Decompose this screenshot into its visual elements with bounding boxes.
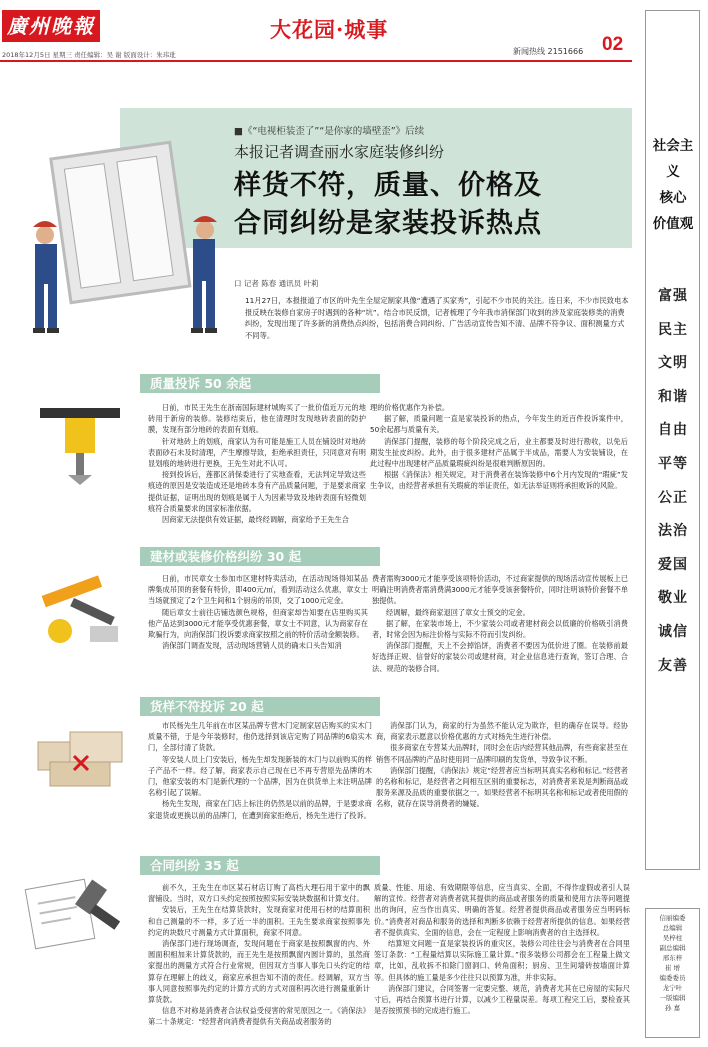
paragraph: 杨先生发现，商家在门店上标注的仍然是以前的品牌，于是要求商家退货或更换以前的品牌门，在遭到商家拒绝后，杨先生进行了投诉。 (148, 799, 372, 820)
jackhammer-illustration (30, 400, 130, 485)
value-item: 民主 (658, 321, 688, 338)
section-header-mismatch: 货样不符投诉 20 起 (140, 697, 380, 716)
value-item: 富强 (658, 288, 688, 304)
lead-paragraph: 11月27日，本报报道了市区的叶先生全屋定制家具像“遭遇了买家秀”，引起不少市民的关注。连日来，不少市民致电本报反映在装修自家房子时遇到的各种“坑”。结合市民反馈，记者梳理了今年我市消保部门收到的涉及家庭装修类的消费纠纷，发现出现了许多新的消费热点纠纷，包括消费合同纠纷、广告活动宣传告知不清、品牌不符争议、面积测量方式不同等。 (245, 296, 629, 340)
value-item: 和谐 (658, 388, 688, 405)
credit-line: 副总编辑 (659, 944, 686, 952)
section-header-contract: 合同纠纷 35 起 (140, 856, 380, 875)
value-item: 法治 (658, 523, 688, 540)
credit-line: 信丽编委 (659, 914, 686, 922)
subheadline: 本报记者调查丽水家庭装修纠纷 (234, 143, 445, 161)
value-item: 文明 (658, 355, 688, 372)
credit-line: 总编辑 (662, 924, 683, 932)
paragraph: 根据《消保法》相关规定，对于消费者在装饰装修中6个月内发现的“瑕疵”发生争议，由经营者承担有关瑕疵的举证责任，如无法举证则将承担败诉的风险。 (370, 470, 628, 491)
credit-line: 龙宁叶 (662, 984, 683, 992)
paragraph: 消保部门提醒，装修的每个阶段完成之后，业主都要及时进行勘收，以免后期发生扯皮纠纷。此外，由于很多建材产品属于半成品，需要人为安装铺设，在此过程中出现建材产品质量瑕疵纠纷是很难判断原因的。 (370, 436, 628, 469)
issue-meta: 2018年12月5日 星期三 责任编辑：吴 谢 版面设计：朱玮玭 (2, 51, 176, 59)
paragraph: 日前，市民章女士参加市区建材特卖活动，在活动现场得知某品牌集成吊顶的套餐有特价，即400元/㎡，看到活动这么优惠，章女士当场就预定了2个卫生间和1个厨房的吊顶，交了1000元定金。 (148, 574, 368, 606)
core-values-list (655, 285, 691, 688)
paragraph: 针对地砖上的划痕，商家认为有可能是施工人员在铺设时对地砖表面砂石未及时清理，产生摩擦导致，拒绝承担责任，只同意对有明显划痕的地砖进行更换，王先生对此不认可。 (148, 436, 366, 469)
workers-illustration (0, 130, 230, 350)
news-hotline: 新闻热线 2151666 (513, 47, 584, 56)
value-item: 诚信 (658, 623, 688, 640)
header-rule (0, 60, 632, 62)
paragraph: 等安装人员上门安装后，杨先生却发现新装的木门与以前购买的样子产品不一样。经了解，商家表示自己现在已不再专营原先品牌的木门，他家安装的木门是新代理的一个品牌，因为在供货单上未注明品牌名称引起了误解。 (148, 754, 372, 798)
paragraph: 经调解，最终商家退回了章女士预交的定金。 (386, 607, 530, 617)
paragraph: 消保部门认为，商家的行为虽然不能认定为欺诈，但的确存在误导。经协商，商家表示愿意以价格优惠的方式对杨先生进行补偿。 (376, 721, 628, 742)
paragraph: 前不久，王先生在市区某石材店订购了高档大理石用于家中的飘窗铺设。当时，双方口头约定按照按照实际安装块数据和计算支付。 (148, 883, 370, 904)
paragraph: 质量、性能、用途、有效期限等信息，应当真实、全面，不得作虚假或者引人误解的宣传。经营者对消费者就其提供的商品或者服务的质量和使用方法等问题提出的询问，应当作出真实、明确的答复。经营者提供商品或者服务应当明码标价。”消费者对商品和服务的选择和判断多依赖于经营者所提供的信息。如果经营者不提供真实、全面的信息，会在一定程度上影响消费者的自主选择权。 (374, 883, 630, 937)
core-values-title (652, 133, 694, 237)
section-3-left-column (148, 720, 372, 821)
credit-line: 孙 嘉 (664, 1004, 681, 1012)
title-line: 社会主义 (652, 138, 694, 180)
value-item: 爱国 (658, 556, 688, 573)
title-line: 价值观 (652, 216, 694, 232)
section-header-price: 建材或装修价格纠纷 30 起 (140, 547, 380, 566)
section-title: 大花园·城事 (270, 17, 389, 42)
paragraph: 据了解，质量问题一直是家装投诉的热点，今年发生的近百件投诉案件中，50余起都与质量有关。 (370, 414, 628, 435)
tools-illustration (30, 566, 130, 651)
paragraph: 消保部门进行现场调查，发现问题在于商家是按照飘窗的内、外圆面积相加来计算货款的，而王先生是按照飘窗内圆计算的，虽然商家提出的测量方式符合行业常规，但因双方当事人事先口头约定的结算存在理解上的歧义，商家应承担告知不清的责任。经调解，双方当事人同意按照事先约定的计算方式的方式对面积再次进行测量重新计算货款。 (148, 939, 370, 1005)
paragraph: 消保部门提醒，天上不会掉馅饼，消费者不要因为低价进了圈。在装修前最好选择正规、信誉好的家装公司或建材商，对企业信息进行查询，签订合理、合法、规范的装修合同。 (372, 641, 628, 673)
headline-line-2: 合同纠纷是家装投诉热点 (234, 208, 542, 239)
section-header-quality: 质量投诉 50 余起 (140, 374, 380, 393)
paragraph: 市民杨先生几年前在市区某品牌专营木门定制家居店购买的实木门质量不错，于是今年装修时，他仍选择到该店定购了同品牌的6扇实木门，全部付清了货款。 (148, 721, 372, 753)
page-number: 02 (602, 34, 624, 55)
paragraph: 消保部门建议，合同签署一定要完整、规范，消费者尤其在已房屋的实际尺寸后，再结合预算书进行计算，以减少工程量误差。每项工程完工后，要检查其是否按照预书的完成进行施工。 (374, 983, 630, 1016)
paragraph: 因商家无法提供有效证据，最终经调解，商家给予王先生合 (162, 515, 349, 525)
paragraph: 费者需购3000元才能享受该项特价活动，不过商家提供的现场活动宣传展板上已明确注明消费者需消费满3000元才能享受该套餐特价，同时注明该特价套餐不单独提供。 (372, 574, 628, 606)
paragraph: 信息不对称是消费者合法权益受侵害的常见原因之一。《消保法》第二十条规定：“经营者向消费者提供有关商品或者服务的 (148, 1006, 370, 1027)
paragraph: 结算短文问题一直是家装投诉的重灾区，装修公司往往会与消费者在合同里签订条款：“工程量结算以实际施工量计算。”很多装修公司都会在工程量上做文章，比如，乱收拆不扣除门窗洞口、转角面积；厨房、卫生间墙砖按墙面计算等。但具体的施工量是多少往往只以预算为准，并非实际。 (374, 939, 630, 982)
paragraph: 安装后，王先生在结算货款时，发现商家对使用石材的结算面积和自己测量的不一样，多了近一半的面积。王先生要求商家按照事先约定的块数尺寸测量方式计算面积，商家不同意。 (148, 905, 370, 937)
paragraph: 日前，市民王先生在浙南国际建材城购买了一批价值近万元的地砖用于新房的装修。装修结束后，他在清理时发现地砖表面的防护膜，发现有部分地砖的表面有划痕。 (148, 403, 366, 435)
paragraph: 消保部门调查发现，活动现场营销人员的确未口头告知消 (162, 641, 342, 651)
section-2-right-column (372, 573, 628, 674)
value-item: 友善 (658, 657, 688, 674)
section-4-right-column (374, 882, 630, 1016)
value-item: 自由 (658, 422, 688, 439)
kicker-line: ■《“电视柜装歪了”“是你家的墙壁歪”》后续 (234, 126, 425, 137)
byline: 口 记者 陈春 通讯员 叶莉 (234, 279, 319, 288)
headline-line-1: 样货不符，质量、价格及 (234, 170, 542, 201)
credit-line: 编委委员 (659, 974, 686, 982)
value-item: 公正 (658, 489, 688, 506)
section-2-left-column (148, 573, 368, 651)
editorial-credits (645, 908, 700, 1038)
value-item: 敬业 (658, 590, 688, 607)
paragraph: 接到投诉后，莲都区消保委进行了实地查看，无法判定导致这些痕迹的原因是安装造成还是地砖本身有产品质量问题，于是要求商家提供证据，证明出现的划痕是属于人为因素导致及地砖表面有轻微划痕符合质量要求的国家标准依据。 (148, 470, 366, 513)
section-1-right-column (370, 402, 628, 492)
paragraph: 理的价格优惠作为补偿。 (370, 403, 450, 412)
value-item: 平等 (658, 455, 688, 472)
paragraph: 很多商家在专营某大品牌时，同时会在店内经营其他品牌，有些商家甚至在销售不同品牌的产品时使用同一品牌印刷的发货单，导致争议不断。 (376, 743, 628, 764)
contract-stamp-illustration (20, 872, 130, 952)
credit-line: 吴梓柱 (662, 934, 683, 942)
paragraph: 消保部门提醒，《消保法》规定“经营者应当标明其真实名称和标记。”经营者的名称和标记，是经营者之间相互区别的重要标志，对消费者来说是判断商品或服务来源及品质的重要依据之一。如果经营者不标明其名称和标记或者使用假的名称，就存在误导消费者的嫌疑。 (376, 765, 628, 809)
section-3-right-column (376, 720, 628, 810)
newspaper-logo: 廣州晚報 (2, 10, 100, 42)
section-4-left-column (148, 882, 370, 1028)
credit-line: 一版编辑 (659, 994, 686, 1002)
credit-line: 崔 增 (664, 964, 681, 972)
title-line: 核心 (659, 190, 687, 206)
cement-bags-illustration (30, 712, 130, 792)
paragraph: 随后章女士前往店铺选颜色规格，但商家却告知要在店里购买其他产品达到3000元才能享受优惠套餐，章女士不同意，认为商家存在欺骗行为，向消保部门投诉要求商家按照之前的特价活动金额装修。 (148, 607, 368, 640)
paragraph: 据了解，在家装市场上，不少家装公司或者建材商会以低廉的价格吸引消费者，时常会因为标注价格与实际不符而引发纠纷。 (372, 618, 628, 640)
credit-line: 邢东梓 (662, 954, 683, 962)
section-1-left-column (148, 402, 366, 525)
